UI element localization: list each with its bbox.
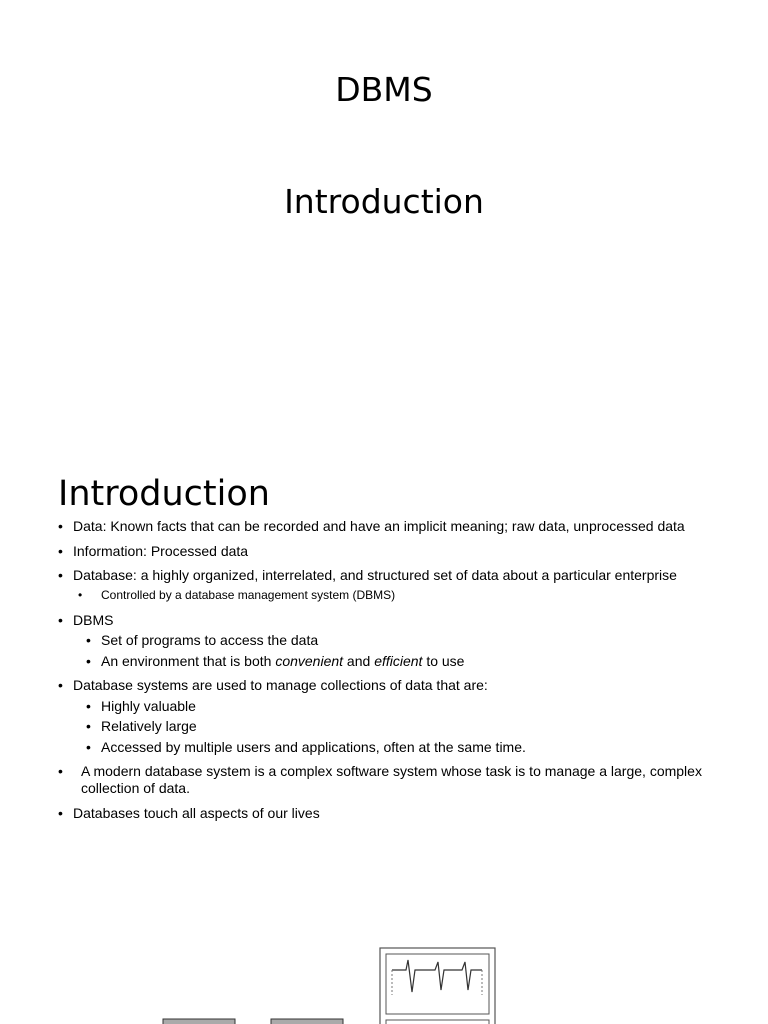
slide-subtitle: Introduction — [284, 182, 484, 221]
bullet-dbms-sub1: • Set of programs to access the data — [58, 632, 738, 649]
section-heading: Introduction — [58, 474, 270, 514]
text-run: and — [343, 652, 375, 669]
text-run: An environment that is both — [101, 652, 276, 669]
bullet-systems: • Database systems are used to manage collections of data that are: — [58, 677, 738, 694]
slide-title: DBMS — [335, 70, 433, 109]
emphasis-convenient: convenient — [275, 652, 344, 669]
bullet-modern: • A modern database system is a complex software system whose task is to manage a large, complex collection of data. — [58, 763, 738, 797]
bullet-data: • Data: Known facts that can be recorded and have an implicit meaning; raw data, unprocessed data — [58, 518, 738, 535]
illustration-figure — [150, 940, 550, 1024]
bullet-list — [58, 518, 738, 822]
device-box-icon — [163, 1019, 343, 1024]
bullet-systems-sub2: • Relatively large — [58, 718, 738, 735]
bullet-dbms: • DBMS — [58, 612, 738, 629]
bullet-touch: • Databases touch all aspects of our lives — [58, 805, 738, 822]
text-run: to use — [422, 652, 465, 669]
bullet-information: • Information: Processed data — [58, 543, 738, 560]
bullet-systems-sub1: • Highly valuable — [58, 698, 738, 715]
monitor-icon — [380, 948, 495, 1024]
bullet-database-sub: • Controlled by a database management system (DBMS) — [58, 587, 738, 604]
emphasis-efficient: efficient — [374, 652, 423, 669]
bullet-systems-sub3: • Accessed by multiple users and applications, often at the same time. — [58, 739, 738, 756]
bullet-database: • Database: a highly organized, interrelated, and structured set of data about a particular enterprise — [58, 567, 738, 584]
bullet-dbms-sub2 — [58, 653, 738, 670]
